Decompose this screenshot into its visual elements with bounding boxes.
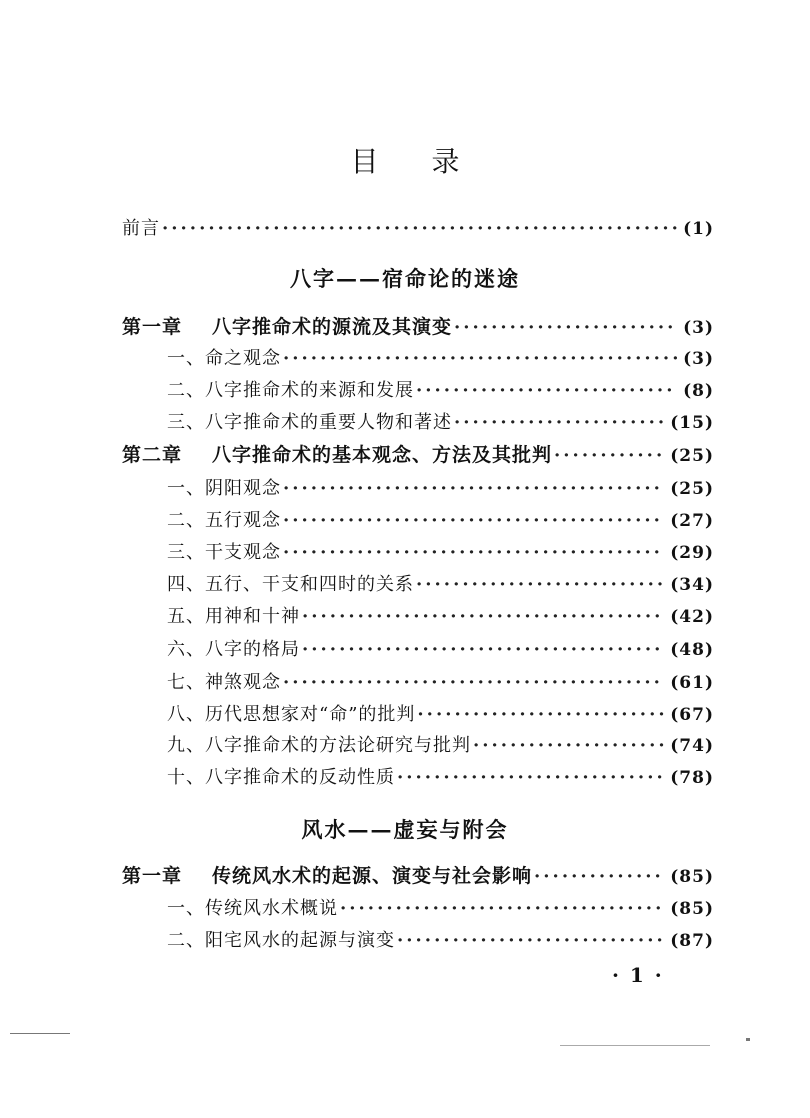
leader-dots bbox=[283, 669, 664, 697]
leader-dots bbox=[302, 603, 664, 631]
toc-entry-page: (29) bbox=[670, 543, 714, 563]
toc-entry-label: 三、干支观念 bbox=[167, 542, 281, 563]
toc-entry-label: 一、命之观念 bbox=[167, 348, 281, 369]
toc-entry-page: (27) bbox=[670, 511, 714, 531]
page-number: · 1 · bbox=[612, 963, 664, 987]
toc-entry-label: 三、八字推命术的重要人物和著述 bbox=[167, 412, 452, 433]
toc-entry-page: (3) bbox=[683, 349, 714, 369]
chapter-label bbox=[122, 313, 452, 341]
leader-dots bbox=[454, 314, 677, 342]
chapter-number: 第一章 bbox=[122, 316, 183, 338]
toc-entry-label: 五、用神和十神 bbox=[167, 606, 300, 627]
page-title: 目 录 bbox=[350, 145, 482, 178]
toc-entry-page: (15) bbox=[670, 413, 714, 433]
scan-artifact bbox=[560, 1045, 710, 1046]
toc-entry[interactable] bbox=[167, 927, 714, 955]
toc-entry[interactable] bbox=[167, 571, 714, 599]
toc-entry-page: (3) bbox=[683, 318, 714, 338]
toc-entry[interactable] bbox=[167, 636, 714, 664]
toc-entry-page: (25) bbox=[670, 479, 714, 499]
toc-entry-page: (78) bbox=[670, 768, 714, 788]
toc-entry-label: 四、五行、干支和四时的关系 bbox=[167, 574, 414, 595]
section-heading-fengshui: 风水——虚妄与附会 bbox=[301, 817, 509, 842]
toc-entry[interactable] bbox=[167, 409, 714, 437]
toc-entry-page: (48) bbox=[670, 640, 714, 660]
toc-entry[interactable] bbox=[167, 603, 714, 631]
chapter-number: 第二章 bbox=[122, 444, 183, 466]
toc-entry-page: (42) bbox=[670, 607, 714, 627]
toc-entry-label: 六、八字的格局 bbox=[167, 639, 300, 660]
toc-entry[interactable] bbox=[167, 507, 714, 535]
leader-dots bbox=[473, 732, 664, 760]
leader-dots bbox=[417, 701, 664, 729]
toc-entry-page: (25) bbox=[670, 446, 714, 466]
toc-entry[interactable] bbox=[167, 669, 714, 697]
leader-dots bbox=[534, 863, 664, 891]
leader-dots bbox=[554, 442, 664, 470]
toc-entry-preface[interactable] bbox=[122, 215, 714, 243]
leader-dots bbox=[454, 409, 664, 437]
chapter-title: 传统风水术的起源、演变与社会影响 bbox=[212, 865, 533, 887]
toc-entry[interactable] bbox=[167, 764, 714, 792]
toc-entry-label: 前言 bbox=[122, 218, 160, 239]
toc-entry-label: 一、阴阳观念 bbox=[167, 478, 281, 499]
toc-entry-label: 二、五行观念 bbox=[167, 510, 281, 531]
leader-dots bbox=[162, 215, 677, 243]
leader-dots bbox=[283, 539, 664, 567]
leader-dots bbox=[283, 507, 664, 535]
toc-entry-page: (1) bbox=[683, 219, 714, 239]
leader-dots bbox=[283, 475, 664, 503]
toc-entry[interactable] bbox=[167, 345, 714, 373]
toc-entry-page: (34) bbox=[670, 575, 714, 595]
leader-dots bbox=[416, 377, 677, 405]
toc-entry[interactable] bbox=[167, 895, 714, 923]
toc-entry-label: 九、八字推命术的方法论研究与批判 bbox=[167, 735, 471, 756]
toc-entry-page: (85) bbox=[670, 899, 714, 919]
toc-entry-page: (74) bbox=[670, 736, 714, 756]
toc-entry-label: 二、阳宅风水的起源与演变 bbox=[167, 930, 395, 951]
toc-entry[interactable] bbox=[167, 732, 714, 760]
toc-entry[interactable] bbox=[167, 539, 714, 567]
toc-entry-page: (8) bbox=[683, 381, 714, 401]
toc-entry-label: 八、历代思想家对“命”的批判 bbox=[167, 704, 416, 725]
chapter-title: 八字推命术的源流及其演变 bbox=[212, 316, 453, 338]
leader-dots bbox=[283, 345, 677, 373]
chapter-title: 八字推命术的基本观念、方法及其批判 bbox=[212, 444, 553, 466]
toc-entry-label: 七、神煞观念 bbox=[167, 672, 281, 693]
toc-entry-page: (61) bbox=[670, 673, 714, 693]
section-heading-bazi: 八字——宿命论的迷途 bbox=[290, 266, 520, 291]
leader-dots bbox=[397, 764, 664, 792]
leader-dots bbox=[340, 895, 664, 923]
toc-chapter[interactable] bbox=[122, 313, 714, 341]
toc-entry-label: 一、传统风水术概说 bbox=[167, 898, 338, 919]
toc-chapter[interactable] bbox=[122, 862, 714, 890]
scan-artifact bbox=[746, 1038, 750, 1041]
leader-dots bbox=[302, 636, 664, 664]
toc-entry-label: 十、八字推命术的反动性质 bbox=[167, 767, 395, 788]
toc-entry-page: (87) bbox=[670, 931, 714, 951]
leader-dots bbox=[397, 927, 664, 955]
chapter-label bbox=[122, 441, 552, 469]
toc-entry-page: (67) bbox=[670, 705, 714, 725]
toc-entry-label: 二、八字推命术的来源和发展 bbox=[167, 380, 414, 401]
toc-entry-page: (85) bbox=[670, 867, 714, 887]
scan-artifact bbox=[10, 1033, 70, 1034]
chapter-label bbox=[122, 862, 532, 890]
toc-entry[interactable] bbox=[167, 377, 714, 405]
toc-entry[interactable] bbox=[167, 701, 714, 729]
leader-dots bbox=[416, 571, 664, 599]
toc-chapter[interactable] bbox=[122, 441, 714, 469]
toc-entry[interactable] bbox=[167, 475, 714, 503]
chapter-number: 第一章 bbox=[122, 865, 183, 887]
